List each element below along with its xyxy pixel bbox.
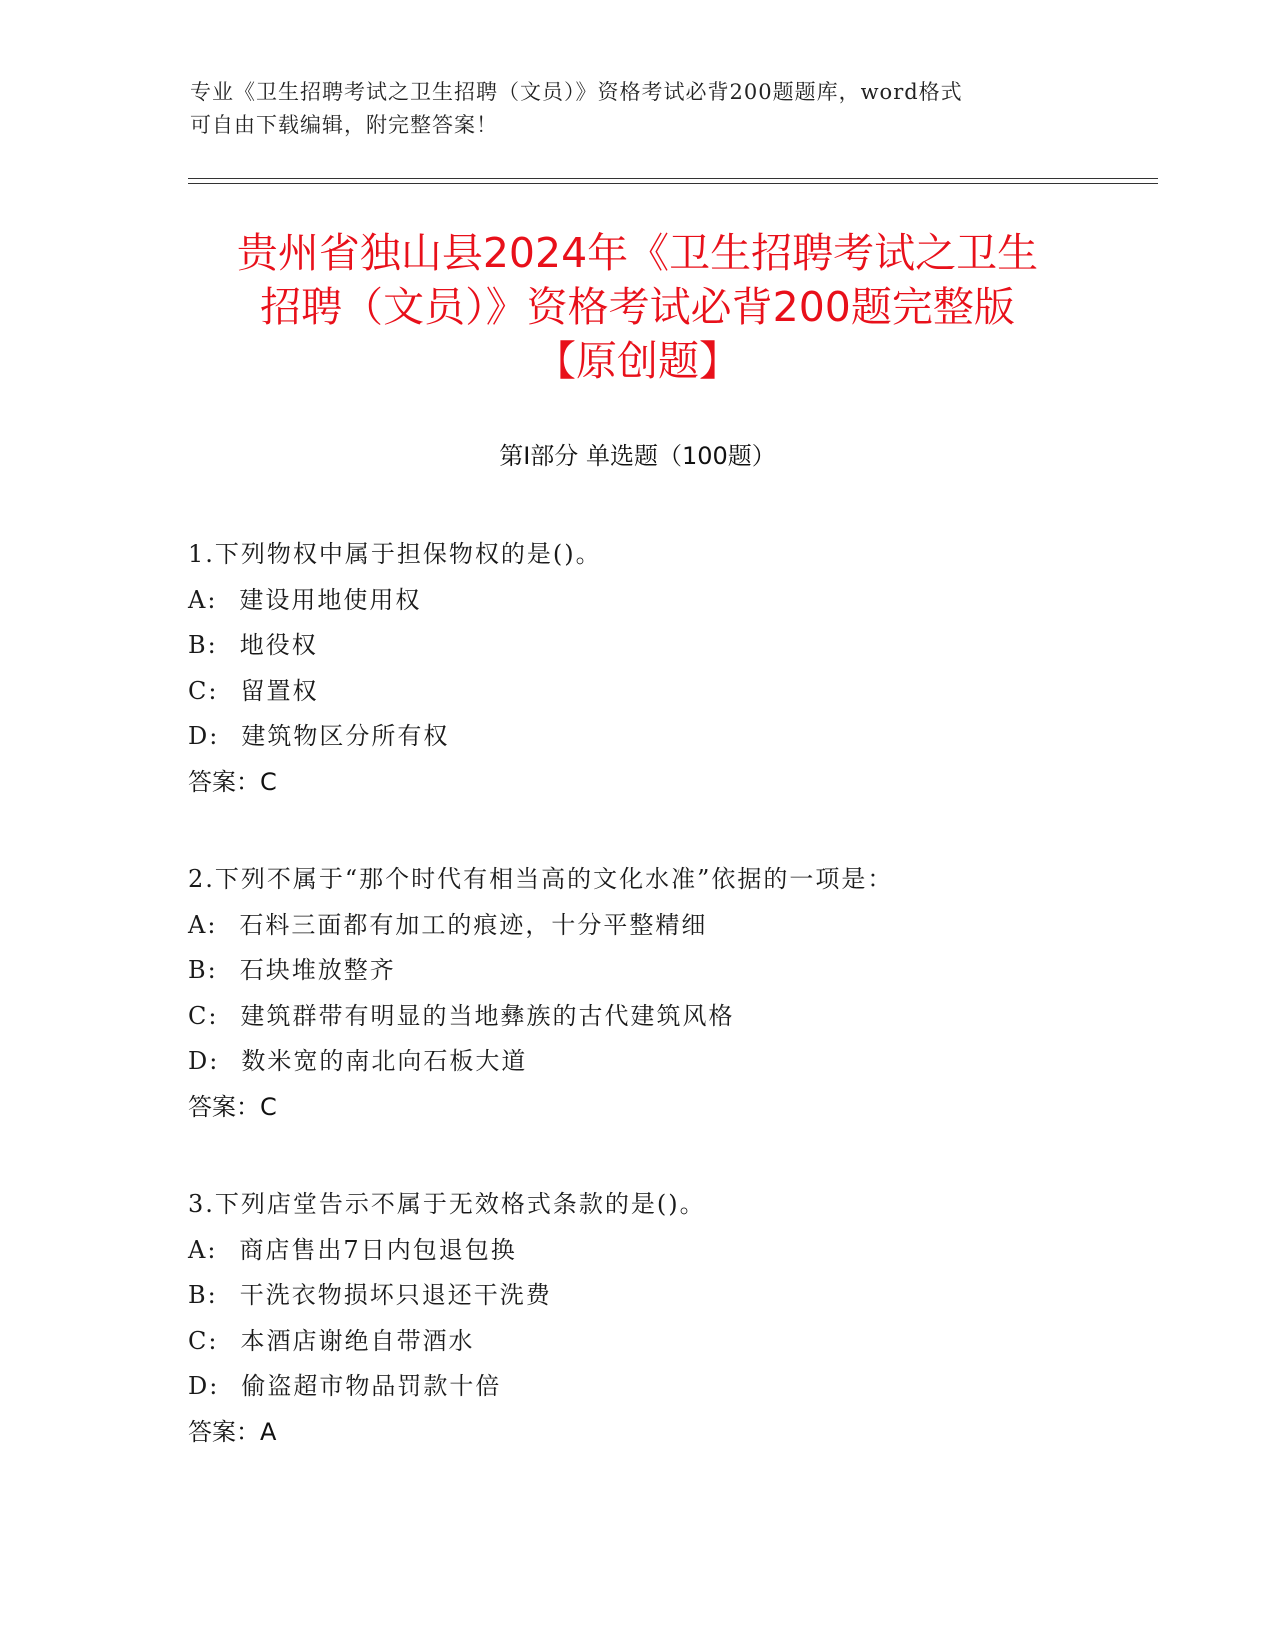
option-a [188, 578, 1148, 624]
option-text: 建筑群带有明显的当地彝族的古代建筑风格 [240, 1001, 735, 1030]
option-d [188, 1364, 1148, 1410]
option-b [188, 623, 1148, 669]
option-b [188, 1273, 1148, 1319]
option-text: 商店售出7日内包退包换 [239, 1235, 517, 1264]
document-title-line1: 贵州省独山县2024年《卫生招聘考试之卫生 [236, 229, 1039, 277]
option-text: 建筑物区分所有权 [241, 722, 450, 750]
answer-line: 答案：C [188, 767, 277, 796]
option-letter: A: [188, 1235, 218, 1264]
question-list [188, 532, 1148, 1507]
option-text: 建设用地使用权 [239, 585, 422, 614]
option-a [188, 903, 1148, 949]
header-note [190, 76, 1090, 142]
option-d [188, 714, 1148, 760]
option-letter: D: [188, 1047, 220, 1075]
option-c [188, 1319, 1148, 1365]
option-d [188, 1039, 1148, 1085]
option-text: 本酒店谢绝自带酒水 [240, 1326, 475, 1355]
document-title [160, 226, 1115, 388]
option-c [188, 994, 1148, 1040]
question-item [188, 857, 1148, 1130]
document-title-line3: 【原创题】 [535, 337, 740, 385]
answer-line: 答案：A [188, 1417, 277, 1446]
option-c [188, 669, 1148, 715]
option-letter: B: [188, 956, 218, 984]
header-divider-bottom [188, 183, 1158, 184]
option-letter: C: [188, 1001, 219, 1030]
option-text: 石块堆放整齐 [239, 956, 396, 984]
option-letter: A: [188, 585, 218, 614]
option-letter: D: [188, 722, 220, 750]
question-stem: 1.下列物权中属于担保物权的是()。 [188, 540, 602, 568]
option-b [188, 948, 1148, 994]
header-divider-top [188, 178, 1158, 179]
option-letter: C: [188, 676, 219, 705]
option-letter: C: [188, 1326, 219, 1355]
document-title-line2: 招聘（文员）》资格考试必背200题完整版 [260, 283, 1015, 331]
option-letter: D: [188, 1372, 220, 1400]
header-note-line2: 可自由下载编辑，附完整答案！ [190, 113, 498, 137]
option-letter: B: [188, 1281, 218, 1309]
option-text: 数米宽的南北向石板大道 [241, 1047, 528, 1075]
option-text: 留置权 [240, 676, 319, 705]
option-text: 偷盗超市物品罚款十倍 [241, 1372, 502, 1400]
option-letter: A: [188, 910, 218, 939]
option-text: 石料三面都有加工的痕迹，十分平整精细 [239, 910, 708, 939]
question-stem: 3.下列店堂告示不属于无效格式条款的是()。 [188, 1190, 706, 1218]
option-text: 地役权 [239, 631, 318, 659]
option-text: 干洗衣物损坏只退还干洗费 [239, 1281, 552, 1309]
header-note-line1: 专业《卫生招聘考试之卫生招聘（文员）》资格考试必背200题题库，word格式 [190, 80, 963, 104]
question-item [188, 1182, 1148, 1455]
section-title: 第Ⅰ部分 单选题（100题） [499, 442, 776, 470]
answer-line: 答案：C [188, 1092, 277, 1121]
option-a [188, 1228, 1148, 1274]
question-stem: 2.下列不属于“那个时代有相当高的文化水准”依据的一项是： [188, 865, 894, 893]
question-item [188, 532, 1148, 805]
option-letter: B: [188, 631, 218, 659]
